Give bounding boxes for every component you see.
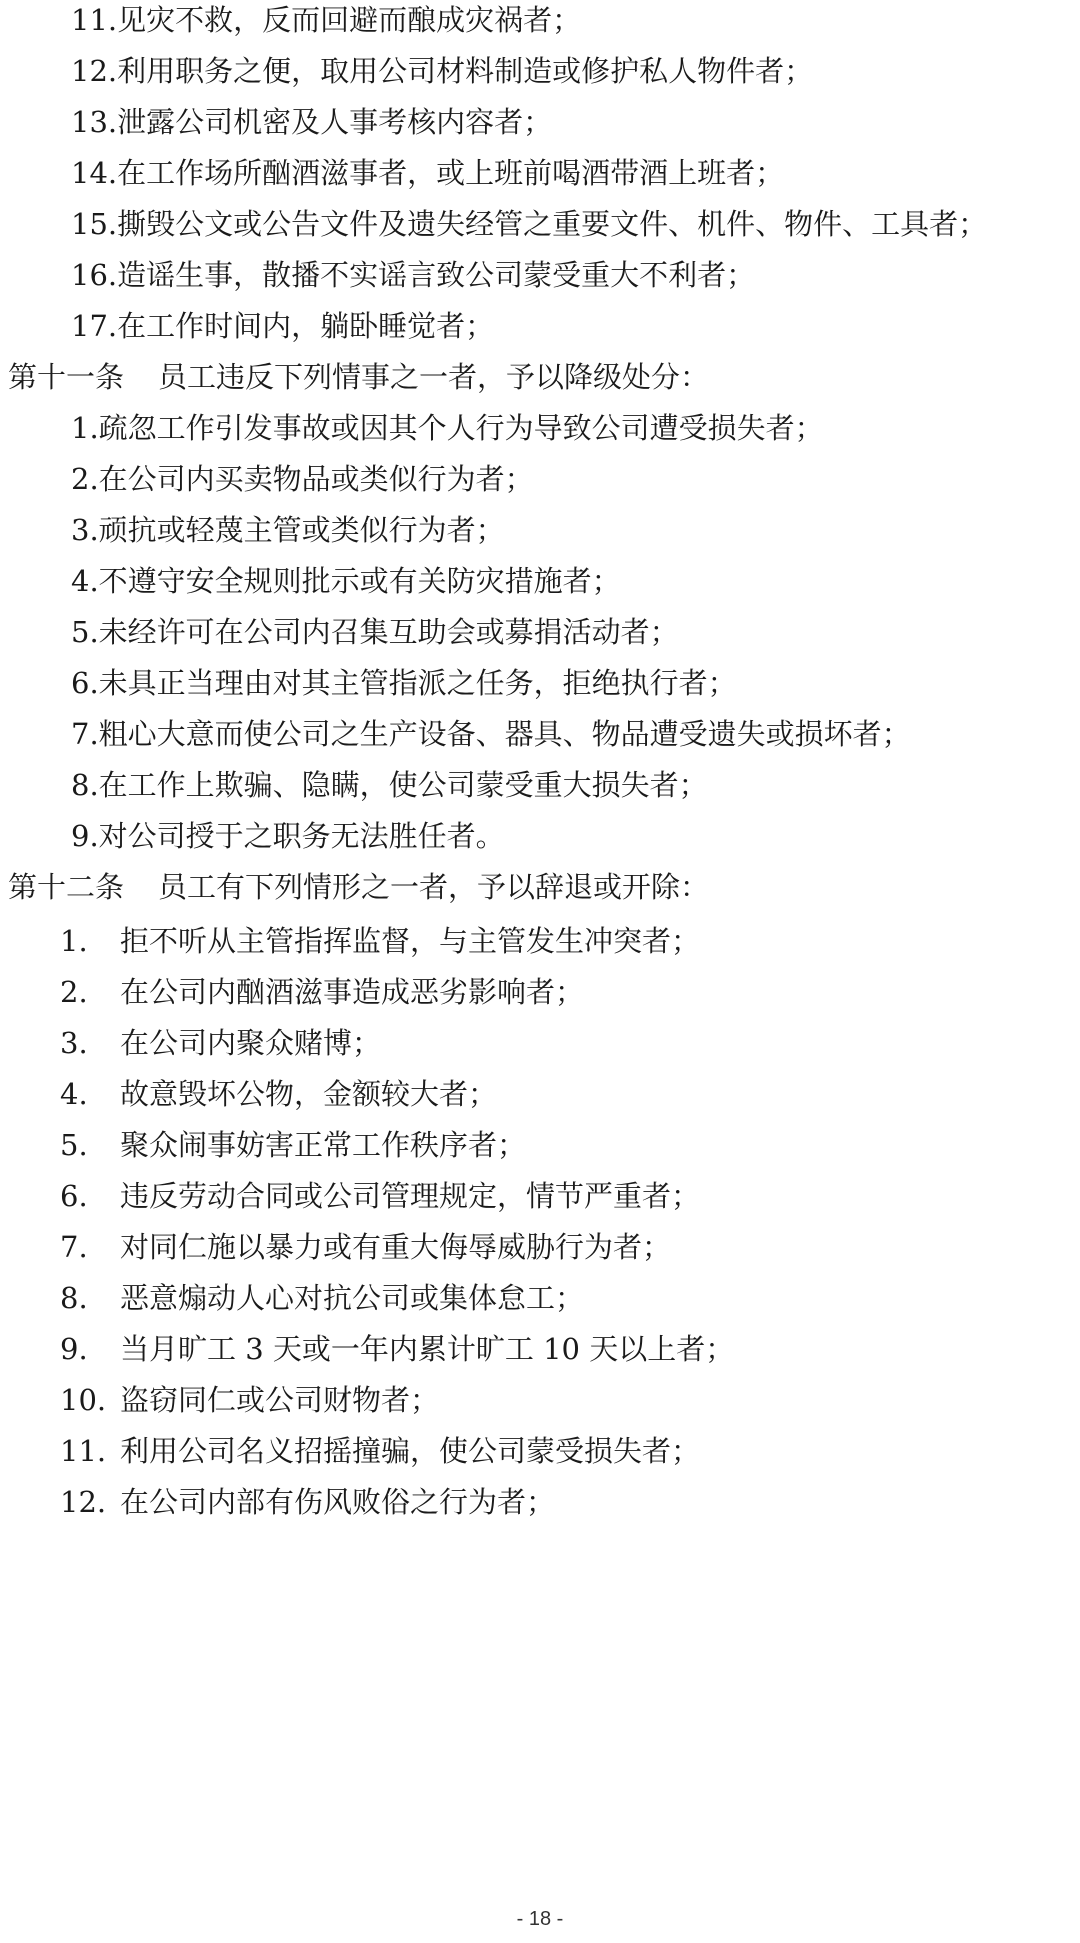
article-number: 第十一条: [8, 360, 125, 394]
item-text: 违反劳动合同或公司管理规定，情节严重者；: [120, 1179, 701, 1213]
list-item: [60, 1329, 734, 1369]
list-item: [60, 1125, 526, 1165]
list-item: 5.未经许可在公司内召集互助会或募捐活动者；: [71, 615, 679, 649]
article-heading: [8, 867, 709, 907]
item-text: 拒不听从主管指挥监督，与主管发生冲突者；: [120, 924, 701, 958]
list-item: 1.疏忽工作引发事故或因其个人行为导致公司遭受损失者；: [71, 411, 824, 445]
list-item: 7.粗心大意而使公司之生产设备、器具、物品遭受遗失或损坏者；: [71, 717, 911, 751]
page-number: - 18 -: [516, 1908, 564, 1930]
item-number: 3.: [60, 1026, 88, 1060]
list-item: [60, 1380, 439, 1420]
item-text: 故意毁坏公物，金额较大者；: [120, 1077, 498, 1111]
list-item: [60, 1278, 584, 1318]
list-item: 6.未具正当理由对其主管指派之任务，拒绝执行者；: [71, 666, 737, 700]
list-item: [60, 1227, 671, 1267]
item-number: 8.: [60, 1281, 88, 1315]
list-item: [60, 1176, 700, 1216]
item-number: 7.: [60, 1230, 88, 1264]
list-item: [60, 1023, 381, 1063]
item-text: 恶意煽动人心对抗公司或集体怠工；: [120, 1281, 585, 1315]
item-number: 12.: [60, 1485, 107, 1519]
article-heading: [8, 357, 709, 397]
item-number: 1.: [60, 924, 88, 958]
item-number: 9.: [60, 1332, 88, 1366]
article-number: 第十二条: [8, 870, 125, 904]
article-heading-text: 员工有下列情形之一者，予以辞退或开除：: [158, 870, 710, 904]
item-number: 6.: [60, 1179, 88, 1213]
list-item: 17.在工作时间内，躺卧睡觉者；: [71, 309, 495, 343]
article-heading-text: 员工违反下列情事之一者，予以降级处分：: [158, 360, 710, 394]
item-text: 对同仁施以暴力或有重大侮辱威胁行为者；: [120, 1230, 672, 1264]
item-number: 10.: [60, 1383, 107, 1417]
item-number: 5.: [60, 1128, 88, 1162]
list-item: 11.见灾不救，反而回避而酿成灾祸者；: [71, 3, 582, 37]
list-item: 4.不遵守安全规则批示或有关防灾措施者；: [71, 564, 621, 598]
item-text: 当月旷工 3 天或一年内累计旷工 10 天以上者；: [120, 1332, 735, 1366]
item-number: 4.: [60, 1077, 88, 1111]
list-item: 15.撕毁公文或公告文件及遗失经管之重要文件、机件、物件、工具者；: [71, 207, 988, 241]
list-item: 14.在工作场所酗酒滋事者，或上班前喝酒带酒上班者；: [71, 156, 785, 190]
item-text: 盗窃同仁或公司财物者；: [120, 1383, 440, 1417]
item-text: 在公司内部有伤风败俗之行为者；: [120, 1485, 556, 1519]
list-item: [60, 1431, 700, 1471]
list-item: [60, 1074, 497, 1114]
item-text: 在公司内聚众赌博；: [120, 1026, 382, 1060]
list-item: [60, 921, 700, 961]
list-item: 9.对公司授于之职务无法胜任者。: [71, 819, 505, 853]
item-number: 2.: [60, 975, 88, 1009]
list-item: 12.利用职务之便，取用公司材料制造或修护私人物件者；: [71, 54, 814, 88]
item-text: 聚众闹事妨害正常工作秩序者；: [120, 1128, 527, 1162]
list-item: 3.顽抗或轻蔑主管或类似行为者；: [71, 513, 505, 547]
list-item: [60, 972, 584, 1012]
list-item: 16.造谣生事，散播不实谣言致公司蒙受重大不利者；: [71, 258, 756, 292]
list-item: 2.在公司内买卖物品或类似行为者；: [71, 462, 534, 496]
item-text: 在公司内酗酒滋事造成恶劣影响者；: [120, 975, 585, 1009]
item-text: 利用公司名义招摇撞骗，使公司蒙受损失者；: [120, 1434, 701, 1468]
list-item: [60, 1482, 555, 1522]
item-number: 11.: [60, 1434, 107, 1468]
list-item: 13.泄露公司机密及人事考核内容者；: [71, 105, 553, 139]
list-item: 8.在工作上欺骗、隐瞒，使公司蒙受重大损失者；: [71, 768, 708, 802]
